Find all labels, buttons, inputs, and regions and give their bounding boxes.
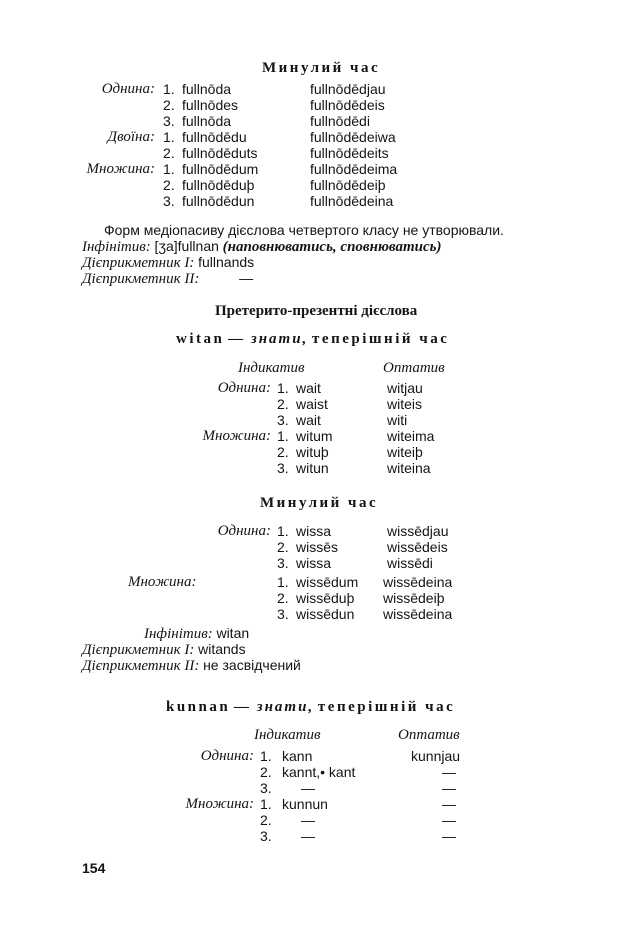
participle-1-value: fullnands: [198, 254, 255, 270]
indicative-form: wituþ: [296, 444, 329, 460]
optative-form: wissēdjau: [387, 523, 449, 539]
participle-2-line: [82, 270, 253, 287]
indicative-form: fullnōdēdun: [182, 193, 255, 209]
row-number: 3.: [163, 193, 175, 209]
optative-form: witi: [387, 412, 408, 428]
optative-form: fullnōdēdeima: [310, 161, 398, 177]
row-number: 3.: [277, 460, 289, 476]
row-number: 1.: [277, 523, 289, 539]
optative-form: —: [442, 812, 456, 828]
participle-2-label: Дієприкметник II:: [82, 271, 200, 287]
optative-form: witeiþ: [387, 444, 423, 460]
optative-form: fullnōdēdeits: [310, 145, 389, 161]
column-header-indicative: Індикатив: [238, 360, 305, 376]
optative-form: fullnōdēdeis: [310, 97, 385, 113]
participle-2-value: не засвідчений: [203, 657, 301, 673]
row-number: 2.: [277, 539, 289, 555]
infinitive-label: Інфінітив:: [144, 626, 213, 642]
row-label: Однина:: [217, 523, 271, 539]
optative-form: fullnōdēdi: [310, 113, 370, 129]
optative-form: fullnōdēdjau: [310, 81, 386, 97]
optative-form: witeima: [387, 428, 435, 444]
optative-form: witjau: [387, 380, 423, 396]
optative-form: fullnōdēdeiþ: [310, 177, 386, 193]
indicative-form: wissēs: [296, 539, 339, 555]
optative-form: —: [442, 828, 456, 844]
witan-infinitive-line: [144, 625, 249, 642]
kunnan-heading: [166, 699, 455, 715]
headword-gloss: — знати,: [228, 331, 309, 347]
optative-form: —: [442, 780, 456, 796]
indicative-form: wait: [296, 412, 321, 428]
row-number: 3.: [277, 412, 289, 428]
row-number: 2.: [260, 764, 272, 780]
indicative-form: kann: [282, 748, 313, 764]
witan-past-heading: Минулий час: [260, 495, 379, 511]
optative-form: —: [442, 764, 456, 780]
indicative-form: fullnōdēduts: [182, 145, 258, 161]
row-number: 2.: [277, 590, 289, 606]
row-label: Однина:: [217, 380, 271, 396]
optative-form: fullnōdēdeiwa: [310, 129, 396, 145]
row-number: 1.: [277, 380, 289, 396]
optative-form: kunnjau: [411, 748, 461, 764]
row-label: Множина:: [128, 574, 197, 590]
participle-1-value: witands: [198, 641, 246, 657]
indicative-form: fullnōdes: [182, 97, 239, 113]
indicative-form: wissa: [296, 555, 332, 571]
indicative-form: waist: [296, 396, 328, 412]
indicative-form: fullnōdēdum: [182, 161, 259, 177]
page-number: 154: [82, 860, 106, 876]
row-number: 1.: [163, 129, 175, 145]
infinitive-label: Інфінітив:: [82, 239, 151, 255]
participle-1-line: [82, 254, 254, 271]
row-number: 1.: [277, 428, 289, 444]
row-number: 3.: [260, 828, 272, 844]
row-number: 2.: [163, 97, 175, 113]
row-number: 2.: [163, 177, 175, 193]
row-number: 1.: [163, 81, 175, 97]
section-title: Претерито-презентні дієслова: [215, 303, 418, 319]
optative-form: fullnōdēdeina: [310, 193, 394, 209]
indicative-form: kannt,• kant: [282, 764, 356, 780]
past-tense-heading: Минулий час: [262, 60, 381, 76]
row-label: Однина:: [101, 81, 155, 97]
indicative-form: fullnōda: [182, 113, 232, 129]
row-number: 3.: [277, 555, 289, 571]
row-number: 3.: [277, 606, 289, 622]
row-label: Двоїна:: [107, 129, 155, 145]
indicative-form: wissēdum: [296, 574, 359, 590]
row-number: 2.: [260, 812, 272, 828]
indicative-form: fullnōda: [182, 81, 232, 97]
optative-form: witeis: [387, 396, 423, 412]
indicative-form: wissa: [296, 523, 332, 539]
row-number: 3.: [260, 780, 272, 796]
optative-form: —: [442, 796, 456, 812]
indicative-form: kunnun: [282, 796, 328, 812]
indicative-form: wait: [296, 380, 321, 396]
headword: kunnan: [166, 699, 231, 715]
infinitive-value: [ʒa]fullnan: [154, 238, 219, 254]
headword-gloss: — знати,: [233, 699, 315, 715]
row-label: Множина:: [202, 428, 271, 444]
optative-form: witeina: [387, 460, 431, 476]
row-label: Множина:: [86, 161, 155, 177]
witan-participle-2-line: [82, 657, 301, 674]
row-number: 2.: [277, 444, 289, 460]
row-label: Множина:: [185, 796, 254, 812]
witan-participle-1-line: [82, 641, 246, 658]
row-number: 1.: [163, 161, 175, 177]
witan-heading: [176, 331, 449, 347]
row-number: 3.: [163, 113, 175, 129]
infinitive-value: witan: [216, 625, 250, 641]
column-header-optative: Оптатив: [398, 727, 460, 743]
optative-form: wissēdeina: [383, 574, 453, 590]
indicative-form: —: [301, 828, 315, 844]
infinitive-line: [82, 238, 442, 255]
indicative-form: wissēdun: [296, 606, 355, 622]
headword: witan: [176, 331, 225, 347]
tense-label: теперішній час: [317, 699, 456, 715]
optative-form: wissēdi: [387, 555, 433, 571]
row-number: 2.: [163, 145, 175, 161]
participle-1-label: Дієприкметник І:: [82, 642, 195, 658]
participle-2-label: Дієприкметник II:: [82, 658, 200, 674]
participle-1-label: Дієприкметник І:: [82, 255, 195, 271]
indicative-form: fullnōdēduþ: [182, 177, 255, 193]
row-number: 1.: [260, 796, 272, 812]
indicative-form: —: [301, 812, 315, 828]
participle-2-value: —: [239, 270, 254, 286]
column-header-indicative: Індикатив: [254, 727, 321, 743]
note-line: Форм медіопасиву дієслова четвертого класу не утворювали.: [104, 222, 504, 238]
optative-form: wissēdeiþ: [383, 590, 445, 606]
row-number: 1.: [277, 574, 289, 590]
indicative-form: —: [301, 780, 315, 796]
column-header-optative: Оптатив: [383, 360, 445, 376]
indicative-form: wissēduþ: [296, 590, 355, 606]
optative-form: wissēdeina: [383, 606, 453, 622]
indicative-form: witum: [296, 428, 333, 444]
indicative-form: fullnōdēdu: [182, 129, 247, 145]
row-number: 1.: [260, 748, 272, 764]
tense-label: теперішній час: [312, 331, 450, 347]
row-number: 2.: [277, 396, 289, 412]
optative-form: wissēdeis: [387, 539, 448, 555]
indicative-form: witun: [296, 460, 329, 476]
infinitive-gloss: (наповнюватись, сповнюватись): [222, 239, 442, 255]
row-label: Однина:: [200, 748, 254, 764]
